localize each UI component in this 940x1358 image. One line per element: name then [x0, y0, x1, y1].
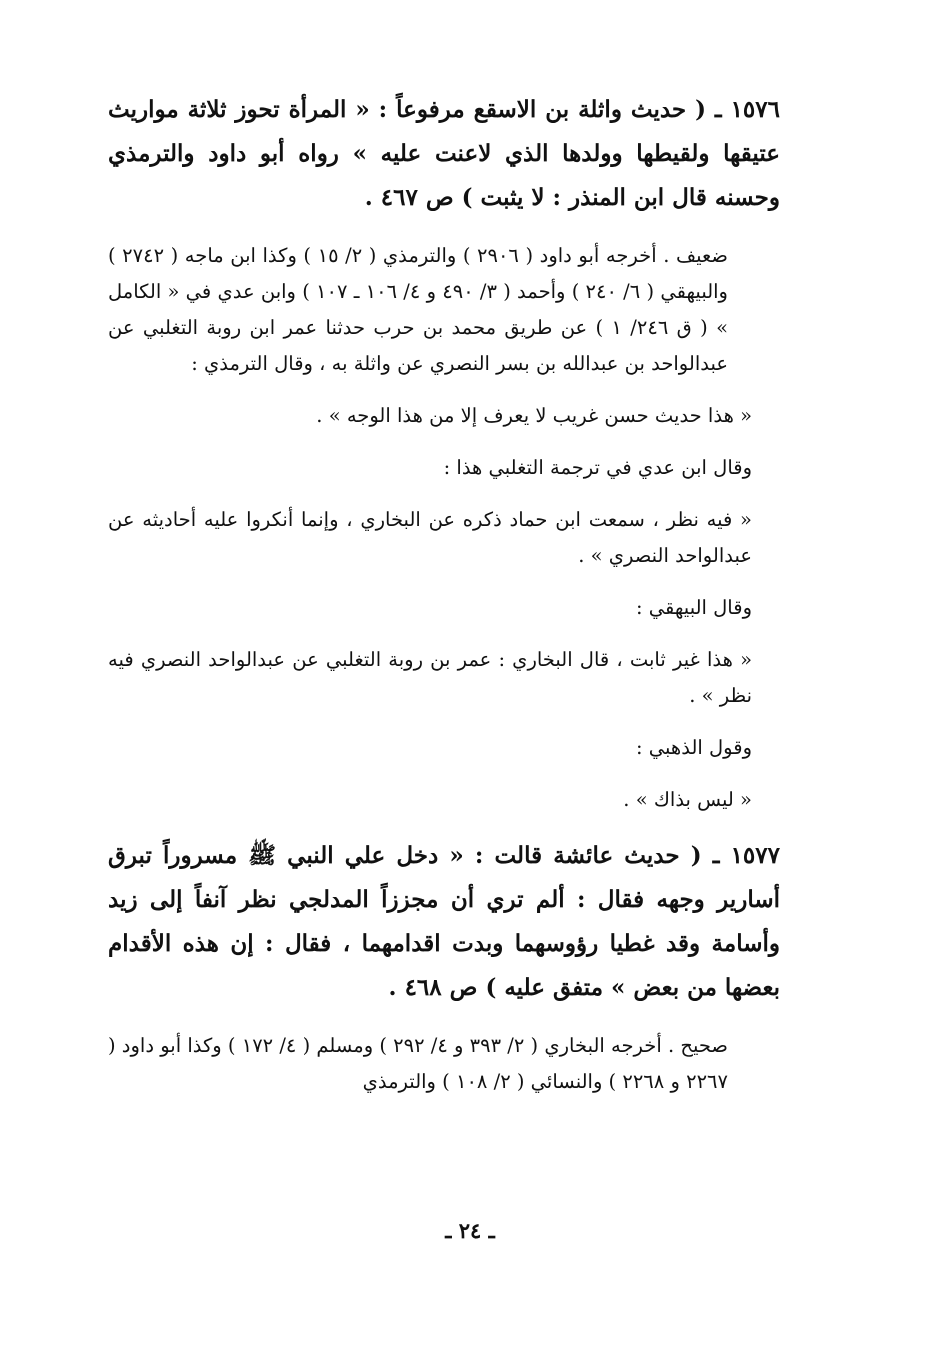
dhahabi-quote: « ليس بذاك » .	[623, 788, 752, 811]
hadith-1576: ١٥٧٦ ـ ( حديث واثلة بن الاسقع مرفوعاً : « المرأة تحوز ثلاثة مواريث عتيقها ولقيطها وولدها الذي لاعنت عليه » رواه أبو داود والترمذي وحسنه قال ابن المنذر : لا يثبت ) ص ٤٦٧ .	[108, 96, 780, 211]
page-number: ـ ٢٤ ـ	[445, 1218, 495, 1243]
tirmidhi-quote: « هذا حديث حسن غريب لا يعرف إلا من هذا الوجه » .	[316, 404, 752, 427]
takhrij-paragraph-2: صحيح . أخرجه البخاري ( ٢/ ٣٩٣ و ٤/ ٢٩٢ ) ومسلم ( ٤/ ١٧٢ ) وكذا أبو داود ( ٢٢٦٧ و ٢٢٦٨ ) والنسائي ( ٢/ ١٠٨ ) والترمذي	[108, 1034, 728, 1093]
ibn-adi-quote: « فيه نظر ، سمعت ابن حماد ذكره عن البخاري ، وإنما أنكروا عليه أحاديثه عن عبدالواحد النصري » .	[108, 508, 752, 567]
ibn-adi-intro: وقال ابن عدي في ترجمة التغلبي هذا :	[443, 456, 752, 479]
takhrij-paragraph: ضعيف . أخرجه أبو داود ( ٢٩٠٦ ) والترمذي ( ٢/ ١٥ ) وكذا ابن ماجه ( ٢٧٤٢ ) والبيهقي ( ٦/ ٢٤٠ ) وأحمد ( ٣/ ٤٩٠ و ٤/ ١٠٦ ـ ١٠٧ ) وابن عدي في « الكامل » ( ق ٢٤٦/ ١ ) عن طريق محمد بن حرب حدثنا عمر ابن روبة التغلبي عن عبدالواحد بن عبدالله بن بسر النصري عن واثلة به ، وقال الترمذي :	[108, 244, 729, 375]
dhahabi-intro: وقول الذهبي :	[636, 736, 752, 759]
hadith-1577: ١٥٧٧ ـ ( حديث عائشة قالت : « دخل علي النبي ﷺ مسروراً تبرق أسارير وجهه فقال : ألم تري أن مجززاً المدلجي نظر آنفاً إلى زيد وأسامة وقد غطيا رؤوسهما وبدت اقدامهما ، فقال : إن هذه الأقدام بعضها من بعض » متفق عليه ) ص ٤٦٨ .	[108, 842, 780, 1001]
bayhaqi-quote: « هذا غير ثابت ، قال البخاري : عمر بن روبة التغلبي عن عبدالواحد النصري فيه نظر » .	[108, 648, 753, 707]
bayhaqi-intro: وقال البيهقي :	[635, 596, 752, 619]
